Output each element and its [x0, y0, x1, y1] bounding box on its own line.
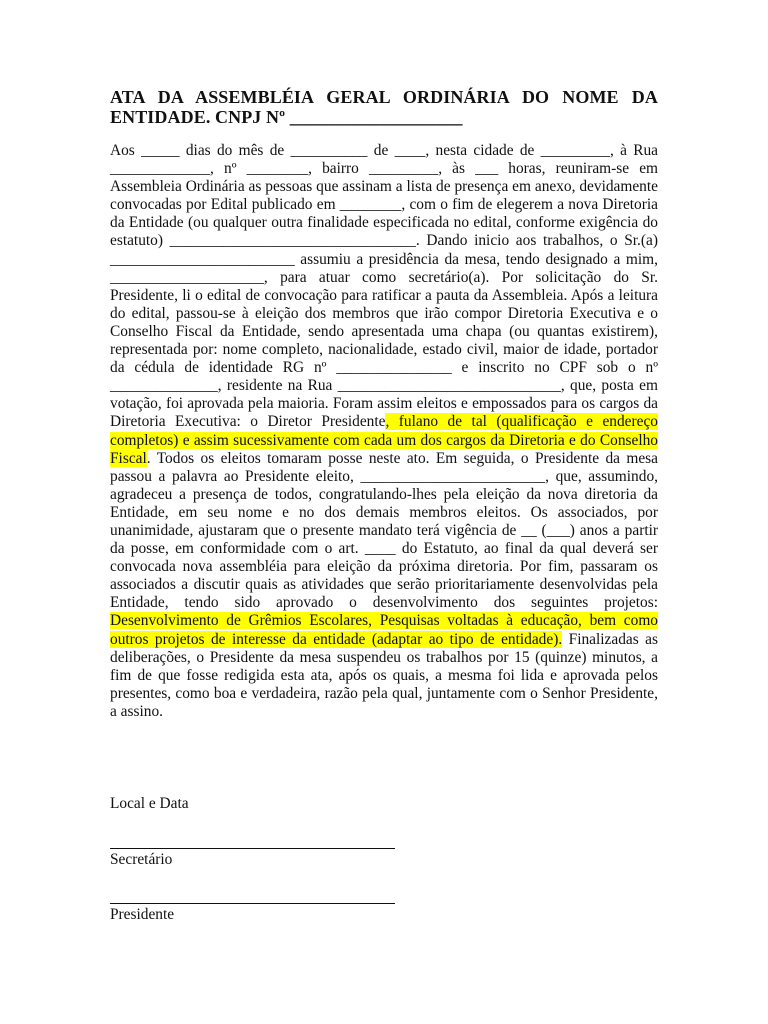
secretary-signature-line: [110, 848, 395, 849]
body-text-part-3: Finalizadas as deliberações, o Presidente da mesa suspendeu os trabalhos por 15 (quinze) minutos, a fim de que fosse redigida esta ata, após os quais, a mesma foi lida e aprovada pelos presentes, como boa e verdadeira, razão pela qual, juntamente com o Senhor Presidente, a assino.: [110, 630, 658, 720]
highlighted-text-board-members: , fulano de tal (qualificação e endereço completos) e assim sucessivamente com cada um dos cargos da Diretoria e do Conselho Fiscal: [110, 413, 659, 467]
place-and-date: Local e Data: [110, 795, 189, 812]
document-title: ATA DA ASSEMBLÉIA GERAL ORDINÁRIA DO NOME DA ENTIDADE. CNPJ Nº ___________________: [110, 87, 658, 127]
body-text-part-2: . Todos os eleitos tomaram posse neste ato. Em seguida, o Presidente da mesa passou a palavra ao Presidente eleito, ________________________, que, assumindo, agradeceu a presença de todos, congratulando-lhes pela eleição da nova diretoria da Entidade, em seu nome e no dos demais membros eleitos. Os associados, por unanimidade, ajustaram que o presente mandato terá vigência de __ (___) anos a partir da posse, em conformidade com o art. ____ do Estatuto, ao final da qual deverá ser convocada nova assembléia para eleição da próxima diretoria. Por fim, passaram os associados a discutir quais as atividades que serão prioritariamente desenvolvidas pela Entidade, tendo sido aprovado o desenvolvimento dos seguintes projetos:: [110, 449, 658, 612]
secretary-label: Secretário: [110, 851, 173, 868]
highlighted-text-projects: Desenvolvimento de Grêmios Escolares, Pesquisas voltadas à educação, bem como outros projetos de interesse da entidade (adaptar ao tipo de entidade).: [110, 612, 658, 648]
body-text-part-1: Aos _____ dias do mês de __________ de ____, nesta cidade de _________, à Rua _____________, nº ________, bairro _________, às ___ horas, reuniram-se em Assembleia Ordinária as pessoas que assinam a lista de presença em anexo, devidamente convocadas por Edital publicado em ________, com o fim de elegerem a nova Diretoria da Entidade (ou qualquer outra finalidade especificada no edital, conforme exigência do estatuto) ________________________________. Dando inicio aos trabalhos, o Sr.(a) ________________________ assumiu a presidência da mesa, tendo designado a mim, ____________________, para atuar como secretário(a). Por solicitação do Sr. Presidente, li o edital de convocação para ratificar a pauta da Assembleia. Após a leitura do edital, passou-se à eleição dos membros que irão compor Diretoria Executiva e o Conselho Fiscal da Entidade, sendo apresentada uma chapa (ou quantas existirem), representada por: nome completo, nacionalidade, estado civil, maior de idade, portador da cédula de identidade RG nº _______________ e inscrito no CPF sob o nº ______________, residente na Rua _____________________________, que, posta em votação, foi aprovada pela maioria. Foram assim eleitos e empossados para os cargos da Diretoria Executiva: o Diretor Presidente: [110, 142, 658, 431]
president-label: Presidente: [110, 906, 175, 923]
president-signature-line: [110, 903, 395, 904]
minutes-body: [110, 142, 658, 721]
